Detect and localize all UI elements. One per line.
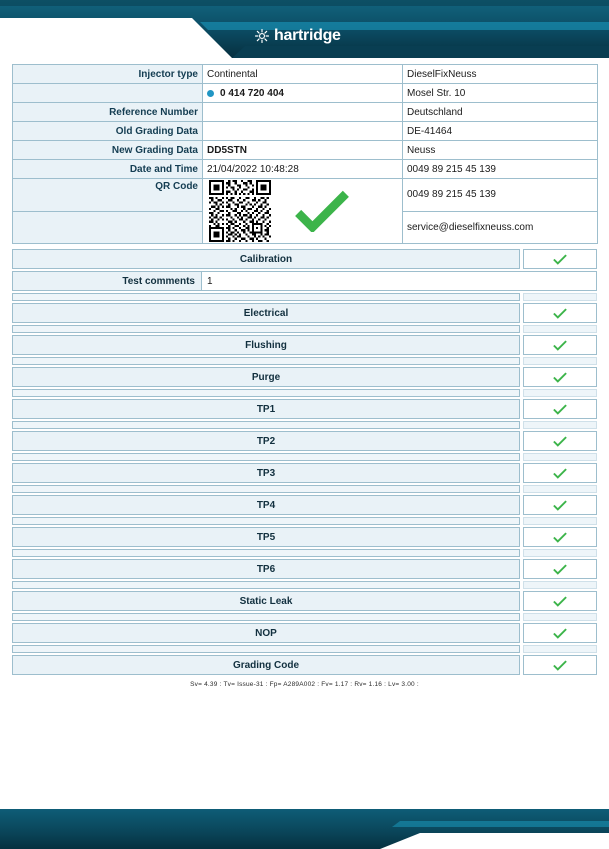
spacer-bar [12, 421, 520, 429]
spacer-bar [12, 645, 520, 653]
row-label: Injector type [13, 65, 203, 84]
result-status [523, 655, 597, 675]
injector-info-table [12, 64, 598, 244]
spacer-status [523, 613, 597, 621]
pass-check-icon [293, 190, 351, 232]
test-comments-label: Test comments [12, 271, 202, 291]
spacer-bar [12, 517, 520, 525]
row-right: service@dieselfixneuss.com [403, 211, 598, 244]
brand-logo [255, 27, 341, 45]
check-icon [553, 308, 567, 319]
spacer-row [12, 421, 597, 429]
spacer-row [12, 581, 597, 589]
row-label: QR Code [13, 179, 203, 212]
row-value: DD5STN [203, 141, 403, 160]
result-label: TP1 [12, 399, 520, 419]
result-row-nop [12, 623, 597, 643]
qr-code-image [209, 180, 271, 242]
page-body [0, 64, 609, 688]
result-status [523, 367, 597, 387]
spacer-status [523, 453, 597, 461]
result-label: TP4 [12, 495, 520, 515]
row-label: Old Grading Data [13, 122, 203, 141]
result-row-tp4 [12, 495, 597, 515]
table-row [13, 103, 598, 122]
result-row-static-leak [12, 591, 597, 611]
row-value: Continental [203, 65, 403, 84]
result-status [523, 335, 597, 355]
spacer-row [12, 549, 597, 557]
spacer-bar [12, 357, 520, 365]
row-right: DE-41464 [403, 122, 598, 141]
check-icon [553, 404, 567, 415]
result-status [523, 431, 597, 451]
row-value-selected [203, 84, 403, 103]
row-right: 0049 89 215 45 139 [403, 179, 598, 212]
result-status [523, 623, 597, 643]
selected-radio-icon [207, 90, 214, 97]
test-results-list [12, 249, 597, 675]
hartridge-gear-icon [255, 29, 269, 43]
check-icon [553, 532, 567, 543]
injector-part-number: 0 414 720 404 [220, 87, 284, 99]
result-status [523, 495, 597, 515]
page-header [0, 0, 609, 58]
row-right: DieselFixNeuss [403, 65, 598, 84]
row-label: New Grading Data [13, 141, 203, 160]
spacer-status [523, 325, 597, 333]
spacer-bar [12, 485, 520, 493]
spacer-row [12, 389, 597, 397]
result-row-calibration [12, 249, 597, 269]
check-icon [553, 660, 567, 671]
check-icon [553, 372, 567, 383]
spacer-status [523, 389, 597, 397]
result-row-tp3 [12, 463, 597, 483]
row-value: 21/04/2022 10:48:28 [203, 160, 403, 179]
result-label: TP3 [12, 463, 520, 483]
spacer-row [12, 485, 597, 493]
spacer-bar [12, 293, 520, 301]
table-row [13, 160, 598, 179]
spacer-row [12, 293, 597, 301]
result-label: Purge [12, 367, 520, 387]
check-icon [553, 628, 567, 639]
spacer-bar [12, 453, 520, 461]
result-label: NOP [12, 623, 520, 643]
row-right: 0049 89 215 45 139 [403, 160, 598, 179]
row-value [203, 122, 403, 141]
result-row-purge [12, 367, 597, 387]
result-row-tp6 [12, 559, 597, 579]
result-row-grading-code [12, 655, 597, 675]
table-row [13, 65, 598, 84]
spacer-bar [12, 389, 520, 397]
row-right: Neuss [403, 141, 598, 160]
table-row-qr [13, 179, 598, 212]
page-footer [0, 809, 609, 849]
result-row-tp5 [12, 527, 597, 547]
spacer-bar [12, 325, 520, 333]
spacer-status [523, 293, 597, 301]
row-value [203, 103, 403, 122]
version-footer-note: Sv= 4.39 : Tv= Issue-31 : Fp= A289A002 : Fv= 1.17 : Rv= 1.16 : Lv= 3.00 : [190, 681, 419, 688]
result-row-tp1 [12, 399, 597, 419]
result-row-electrical [12, 303, 597, 323]
spacer-row [12, 613, 597, 621]
spacer-row [12, 325, 597, 333]
spacer-status [523, 517, 597, 525]
result-row-test-comments [12, 271, 597, 291]
result-label: Static Leak [12, 591, 520, 611]
check-icon [553, 340, 567, 351]
check-icon [553, 596, 567, 607]
spacer-status [523, 645, 597, 653]
check-icon [553, 468, 567, 479]
result-label: Grading Code [12, 655, 520, 675]
result-status [523, 463, 597, 483]
check-icon [553, 254, 567, 265]
result-label: TP2 [12, 431, 520, 451]
spacer-row [12, 517, 597, 525]
result-label: Flushing [12, 335, 520, 355]
result-status [523, 249, 597, 269]
row-label: Reference Number [13, 103, 203, 122]
row-right: Mosel Str. 10 [403, 84, 598, 103]
result-label: Electrical [12, 303, 520, 323]
test-comments-value: 1 [202, 271, 597, 291]
check-icon [553, 564, 567, 575]
row-label [13, 211, 203, 244]
table-row [13, 122, 598, 141]
result-status [523, 303, 597, 323]
result-status [523, 591, 597, 611]
row-label: Date and Time [13, 160, 203, 179]
table-row [13, 84, 598, 103]
row-label [13, 84, 203, 103]
spacer-bar [12, 581, 520, 589]
spacer-status [523, 581, 597, 589]
result-status [523, 527, 597, 547]
spacer-bar [12, 613, 520, 621]
row-right: Deutschland [403, 103, 598, 122]
table-row [13, 141, 598, 160]
check-icon [553, 436, 567, 447]
result-label: TP6 [12, 559, 520, 579]
spacer-row [12, 453, 597, 461]
result-label: TP5 [12, 527, 520, 547]
result-status [523, 399, 597, 419]
spacer-status [523, 549, 597, 557]
spacer-status [523, 485, 597, 493]
spacer-row [12, 357, 597, 365]
brand-name: hartridge [274, 27, 341, 44]
qr-code-cell [203, 179, 403, 244]
spacer-status [523, 357, 597, 365]
spacer-row [12, 645, 597, 653]
result-row-flushing [12, 335, 597, 355]
result-label: Calibration [12, 249, 520, 269]
result-status [523, 559, 597, 579]
check-icon [553, 500, 567, 511]
result-row-tp2 [12, 431, 597, 451]
spacer-status [523, 421, 597, 429]
footer-banner-graphic [0, 809, 609, 849]
spacer-bar [12, 549, 520, 557]
